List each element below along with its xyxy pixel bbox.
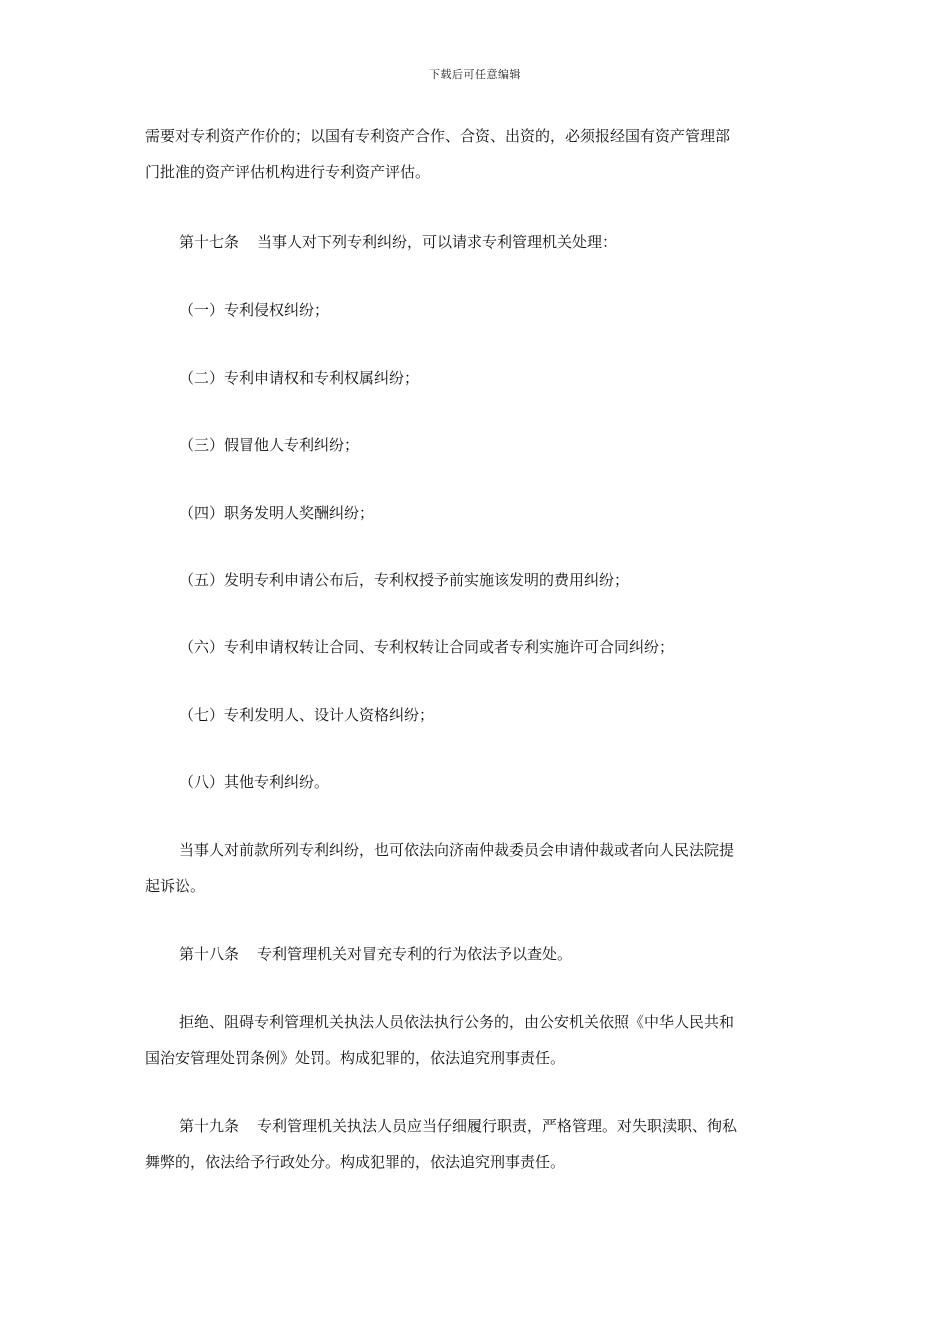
article-number: 第十八条 (179, 945, 240, 963)
list-item: （八）其他专利纠纷。 (179, 773, 330, 791)
article-18 (179, 938, 809, 970)
list-item: （三）假冒他人专利纠纷； (179, 436, 360, 454)
page-header: 下载后可任意编辑 (429, 68, 521, 81)
paragraph-line: 当事人对前款所列专利纠纷，也可依法向济南仲裁委员会申请仲裁或者向人民法院提 (179, 841, 735, 859)
paragraph-line: 拒绝、阻碍专利管理机关执法人员依法执行公务的，由公安机关依照《中华人民共和 (179, 1013, 735, 1031)
article-17 (179, 226, 809, 258)
list-item: （六）专利申请权转让合同、专利权转让合同或者专利实施许可合同纠纷； (179, 638, 675, 656)
article-text: 专利管理机关对冒充专利的行为依法予以查处。 (257, 945, 573, 963)
list-item: （七）专利发明人、设计人资格纠纷； (179, 706, 435, 724)
paragraph-line: 门批准的资产评估机构进行专利资产评估。 (145, 163, 431, 181)
paragraph-line: 国治安管理处罚条例》处罚。构成犯罪的，依法追究刑事责任。 (145, 1049, 566, 1067)
paragraph-line: 舞弊的，依法给予行政处分。构成犯罪的，依法追究刑事责任。 (145, 1153, 566, 1171)
article-number: 第十九条 (179, 1117, 240, 1135)
list-item: （一）专利侵权纠纷； (179, 301, 330, 319)
paragraph-line: 起诉讼。 (145, 877, 206, 895)
list-item: （五）发明专利申请公布后，专利权授予前实施该发明的费用纠纷； (179, 571, 630, 589)
article-19 (179, 1110, 809, 1142)
list-item: （四）职务发明人奖酬纠纷； (179, 504, 375, 522)
article-number: 第十七条 (179, 233, 240, 251)
article-text: 专利管理机关执法人员应当仔细履行职责，严格管理。对失职渎职、徇私 (257, 1117, 738, 1135)
list-item: （二）专利申请权和专利权属纠纷； (179, 369, 420, 387)
article-text: 当事人对下列专利纠纷，可以请求专利管理机关处理： (257, 233, 618, 251)
paragraph-line: 需要对专利资产作价的；以国有专利资产合作、合资、出资的，必须报经国有资产管理部 (145, 127, 731, 145)
